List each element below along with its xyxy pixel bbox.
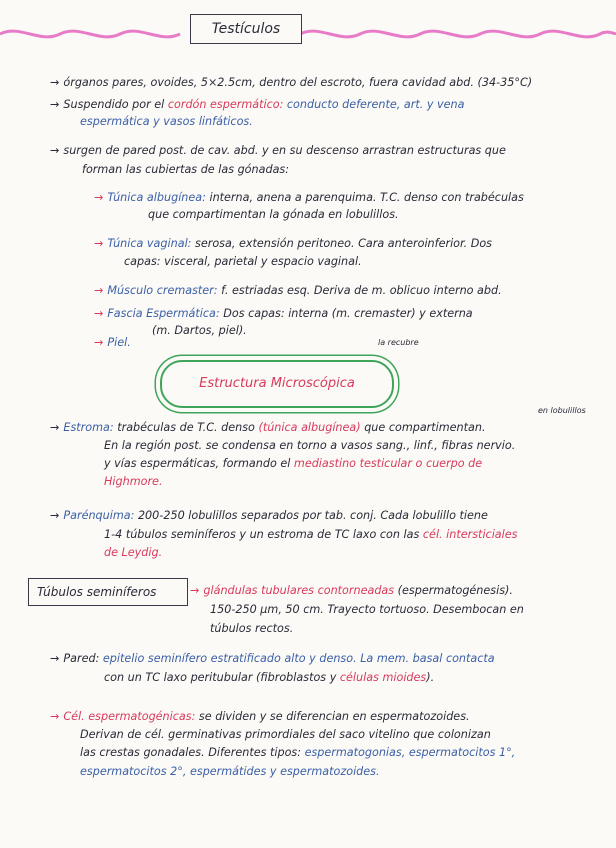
celulas-line-2: Derivan de cél. germinativas primordiales del saco vitelino que colonizan (80, 728, 491, 741)
parenquima-line-3: de Leydig. (104, 546, 163, 559)
section-cloud-title: Estructura Microscópica (160, 360, 394, 408)
tunica-vaginal-2: capas: visceral, parietal y espacio vaginal. (124, 255, 362, 268)
suspendido-line-2: espermática y vasos linfáticos. (80, 115, 253, 128)
estroma-line-2: En la región post. se condensa en torno a vasos sang., linf., fibras nervio. (104, 439, 516, 452)
tubulos-line-3: túbulos rectos. (210, 622, 294, 635)
tubulos-box: Túbulos seminíferos (28, 578, 188, 606)
tunica-vaginal: → Túnica vaginal: serosa, extensión peritoneo. Cara anteroinferior. Dos (94, 237, 492, 250)
celulas-line-3: las crestas gonadales. Diferentes tipos: espermatogonias, espermatocitos 1°, (80, 746, 516, 759)
en-lobulillos-note: en lobulillos (538, 406, 586, 415)
title-wave-decoration (0, 18, 616, 58)
tunica-albuginea-2: que compartimentan la gónada en lobulillos. (148, 208, 399, 221)
estroma-line: → Estroma: trabéculas de T.C. denso (túnica albugínea) que compartimentan. (50, 421, 486, 434)
piel-item: → Piel. (94, 336, 131, 349)
tubulos-line: → glándulas tubulares contorneadas (espermatogénesis). (190, 584, 513, 597)
suspendido-line: → Suspendido por el cordón espermático: conducto deferente, art. y vena (50, 98, 465, 111)
tunica-albuginea: → Túnica albugínea: interna, anena a parenquima. T.C. denso con trabéculas (94, 191, 524, 204)
intro-line: → órganos pares, ovoides, 5×2.5cm, dentro del escroto, fuera cavidad abd. (34-35°C) (50, 76, 533, 89)
surgen-line: → surgen de pared post. de cav. abd. y en su descenso arrastran estructuras que (50, 144, 506, 157)
estroma-line-4: Highmore. (104, 475, 163, 488)
pared-line: → Pared: epitelio seminífero estratificado alto y denso. La mem. basal contacta (50, 652, 495, 665)
la-recubre-note: la recubre (378, 338, 419, 347)
estroma-line-3: y vías espermáticas, formando el mediastino testicular o cuerpo de (104, 457, 483, 470)
celulas-line: → Cél. espermatogénicas: se dividen y se diferencian en espermatozoides. (50, 710, 470, 723)
pared-line-2: con un TC laxo peritubular (fibroblastos y células mioides). (104, 671, 435, 684)
parenquima-line-2: 1-4 túbulos seminíferos y un estroma de TC laxo con las cél. intersticiales (104, 528, 518, 541)
celulas-line-4: espermatocitos 2°, espermátides y espermatozoides. (80, 765, 380, 778)
fascia-espermatica: → Fascia Espermática: Dos capas: interna (m. cremaster) y externa (94, 307, 473, 320)
musculo-cremaster: → Músculo cremaster: f. estriadas esq. Deriva de m. oblicuo interno abd. (94, 284, 502, 297)
fascia-espermatica-2: (m. Dartos, piel). (152, 324, 247, 337)
tubulos-line-2: 150-250 µm, 50 cm. Trayecto tortuoso. Desembocan en (210, 603, 524, 616)
surgen-line-2: forman las cubiertas de las gónadas: (82, 163, 290, 176)
parenquima-line: → Parénquima: 200-250 lobulillos separados por tab. conj. Cada lobulillo tiene (50, 509, 488, 522)
page-title: Testículos (190, 14, 302, 44)
